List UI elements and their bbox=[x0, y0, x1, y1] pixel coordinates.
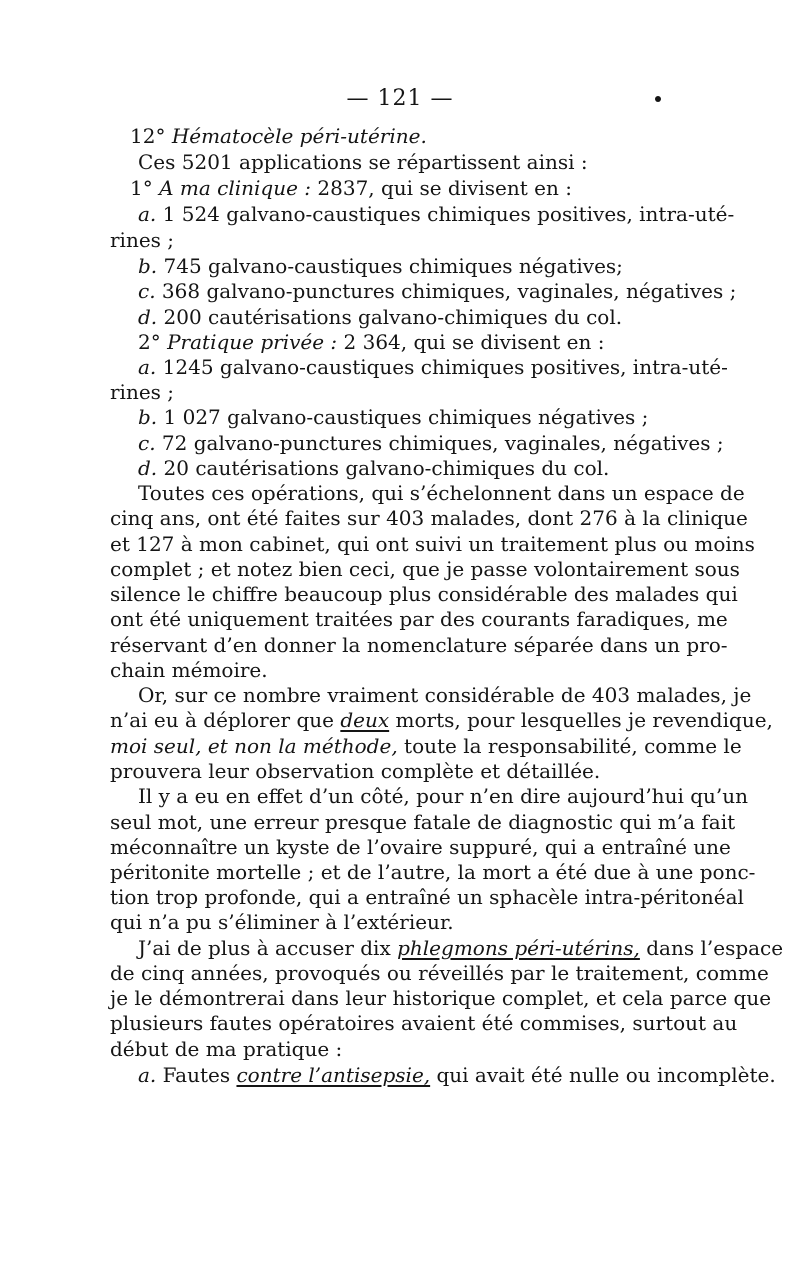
text-line bbox=[138, 254, 680, 278]
text-span: réservant d’en donner la nomenclature séparée dans un pro- bbox=[110, 633, 728, 657]
text-line bbox=[110, 582, 738, 606]
text-span: J’ai de plus à accuser dix bbox=[138, 936, 398, 960]
text-line bbox=[110, 506, 748, 530]
text-span: 20 cautérisations galvano-chimiques du col. bbox=[157, 456, 610, 480]
italic-span: d. bbox=[138, 456, 158, 480]
text-span: rines ; bbox=[110, 380, 175, 404]
text-line bbox=[110, 734, 742, 758]
text-span: toute la responsabilité, comme le bbox=[397, 734, 742, 758]
text-line bbox=[138, 279, 737, 303]
underlined-span: deux bbox=[340, 708, 390, 732]
italic-span: b. bbox=[138, 405, 158, 429]
text-line bbox=[138, 405, 680, 429]
italic-span: d. bbox=[138, 305, 158, 329]
text-span: qui n’a pu s’éliminer à l’extérieur. bbox=[110, 910, 454, 934]
text-span: je le démontrerai dans leur historique complet, et cela parce que bbox=[110, 986, 772, 1010]
text-span: Toutes ces opérations, qui s’échelonnent dans un espace de bbox=[138, 481, 745, 505]
text-line bbox=[138, 481, 745, 505]
text-line bbox=[138, 1063, 776, 1087]
text-line bbox=[110, 228, 680, 252]
text-span: début de ma pratique : bbox=[110, 1037, 343, 1061]
ink-dot bbox=[655, 96, 661, 102]
italic-span bbox=[236, 1063, 430, 1087]
italic-span: moi seul, et non la méthode, bbox=[110, 734, 398, 758]
italic-span bbox=[340, 708, 389, 732]
text-line bbox=[110, 885, 744, 909]
text-span: qui avait été nulle ou incomplète. bbox=[430, 1063, 776, 1087]
text-line bbox=[110, 1011, 738, 1035]
italic-span: Pratique privée : bbox=[167, 330, 338, 354]
text-line bbox=[138, 150, 680, 174]
text-span: 2 364, qui se divisent en : bbox=[337, 330, 605, 354]
text-span: 1° bbox=[130, 176, 160, 200]
italic-span: a. bbox=[138, 355, 157, 379]
text-span: rines ; bbox=[110, 228, 175, 252]
italic-span bbox=[397, 936, 640, 960]
italic-span: c. bbox=[138, 279, 156, 303]
text-span: Fautes bbox=[156, 1063, 237, 1087]
text-span: dans l’espace bbox=[639, 936, 784, 960]
text-line bbox=[110, 380, 680, 404]
italic-span: A ma clinique : bbox=[159, 176, 312, 200]
text-span: 1245 galvano-caustiques chimiques positives, intra-uté- bbox=[156, 355, 728, 379]
text-span: 200 cautérisations galvano-chimiques du col. bbox=[157, 305, 623, 329]
underlined-span: contre l’antisepsie, bbox=[236, 1063, 431, 1087]
text-span: 72 galvano-punctures chimiques, vaginales, négatives ; bbox=[155, 431, 724, 455]
text-span: cinq ans, ont été faites sur 403 malades, dont 276 à la clinique bbox=[110, 506, 748, 530]
text-line bbox=[110, 607, 728, 631]
text-line bbox=[110, 835, 731, 859]
text-span: 745 galvano-caustiques chimiques négatives; bbox=[157, 254, 623, 278]
text-line bbox=[138, 456, 680, 480]
text-line bbox=[138, 355, 728, 379]
text-span: Ces 5201 applications se répartissent ainsi : bbox=[138, 150, 588, 174]
text-span: de cinq années, provoqués ou réveillés par le traitement, comme bbox=[110, 961, 769, 985]
text-span: méconnaître un kyste de l’ovaire suppuré, qui a entraîné une bbox=[110, 835, 731, 859]
text-line bbox=[110, 759, 680, 783]
italic-span: a. bbox=[138, 1063, 157, 1087]
text-span: Or, sur ce nombre vraiment considérable de 403 malades, je bbox=[138, 683, 752, 707]
text-span: morts, pour lesquelles je revendique, bbox=[389, 708, 773, 732]
text-line bbox=[138, 305, 680, 329]
text-line bbox=[110, 860, 756, 884]
text-span: chain mémoire. bbox=[110, 658, 268, 682]
text-line bbox=[138, 936, 784, 960]
text-span: 12° bbox=[130, 124, 172, 148]
text-span: 2837, qui se divisent en : bbox=[311, 176, 572, 200]
italic-span: b. bbox=[138, 254, 158, 278]
text-line bbox=[130, 124, 700, 148]
text-line bbox=[110, 708, 773, 732]
text-span: seul mot, une erreur presque fatale de diagnostic qui m’a fait bbox=[110, 810, 736, 834]
text-span: 1 524 galvano-caustiques chimiques positives, intra-uté- bbox=[156, 202, 735, 226]
text-line bbox=[110, 1037, 680, 1061]
italic-span: c. bbox=[138, 431, 156, 455]
underlined-span: phlegmons péri-utérins, bbox=[397, 936, 640, 960]
text-span: 2° bbox=[138, 330, 168, 354]
text-span: complet ; et notez bien ceci, que je passe volontairement sous bbox=[110, 557, 740, 581]
text-line bbox=[138, 683, 752, 707]
text-line bbox=[110, 961, 769, 985]
text-line bbox=[110, 557, 740, 581]
text-span: n’ai eu à déplorer que bbox=[110, 708, 341, 732]
text-line bbox=[110, 633, 728, 657]
text-line bbox=[110, 658, 680, 682]
text-span: plusieurs fautes opératoires avaient été commises, surtout au bbox=[110, 1011, 738, 1035]
text-span: 1 027 galvano-caustiques chimiques négatives ; bbox=[157, 405, 649, 429]
text-span: ont été uniquement traitées par des courants faradiques, me bbox=[110, 607, 728, 631]
text-line bbox=[138, 784, 748, 808]
text-line bbox=[110, 810, 736, 834]
italic-span: Hématocèle péri-utérine. bbox=[171, 124, 427, 148]
text-line bbox=[110, 910, 680, 934]
text-line bbox=[138, 330, 680, 354]
italic-span: a. bbox=[138, 202, 157, 226]
text-span: 368 galvano-punctures chimiques, vaginales, négatives ; bbox=[155, 279, 737, 303]
text-line bbox=[130, 176, 700, 200]
text-span: et 127 à mon cabinet, qui ont suivi un traitement plus ou moins bbox=[110, 532, 755, 556]
text-span: silence le chiffre beaucoup plus considérable des malades qui bbox=[110, 582, 738, 606]
page-number: — 121 — bbox=[346, 86, 454, 111]
text-line bbox=[138, 431, 724, 455]
text-line bbox=[110, 532, 755, 556]
text-span: Il y a eu en effet d’un côté, pour n’en dire aujourd’hui qu’un bbox=[138, 784, 748, 808]
text-line bbox=[138, 202, 735, 226]
text-span: péritonite mortelle ; et de l’autre, la mort a été due à une ponc- bbox=[110, 860, 756, 884]
text-line bbox=[110, 986, 772, 1010]
text-span: tion trop profonde, qui a entraîné un sphacèle intra-péritonéal bbox=[110, 885, 744, 909]
text-span: prouvera leur observation complète et détaillée. bbox=[110, 759, 601, 783]
